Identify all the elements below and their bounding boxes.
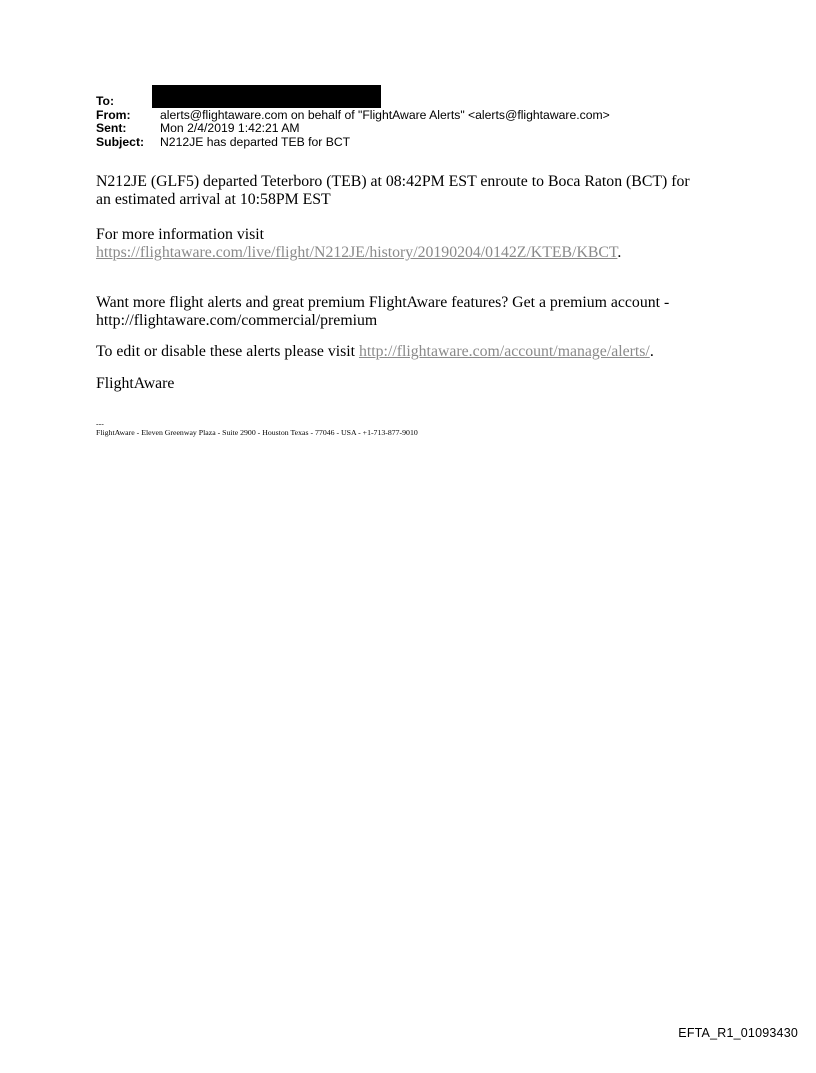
edit-alerts-text: To edit or disable these alerts please visit bbox=[96, 343, 359, 361]
footer-address: FlightAware - Eleven Greenway Plaza - Suite 2900 - Houston Texas - 77046 - USA - +1-713-877-9010 bbox=[96, 427, 418, 437]
footer-dashes: --- bbox=[96, 419, 104, 428]
bates-number: EFTA_R1_01093430 bbox=[678, 1026, 798, 1040]
subject-row bbox=[96, 136, 610, 150]
departure-line-2: an estimated arrival at 10:58PM EST bbox=[96, 191, 331, 209]
subject-label: Subject: bbox=[96, 134, 145, 149]
subject-value: N212JE has departed TEB for BCT bbox=[160, 134, 351, 149]
to-label: To: bbox=[96, 94, 115, 108]
more-info-period: . bbox=[617, 244, 622, 262]
premium-paragraph bbox=[96, 294, 736, 331]
from-label: From: bbox=[96, 107, 131, 122]
edit-alerts-paragraph bbox=[96, 343, 736, 361]
redaction-box bbox=[152, 85, 381, 108]
sent-row bbox=[96, 122, 610, 136]
from-value: alerts@flightaware.com on behalf of "FlightAware Alerts" <alerts@flightaware.com> bbox=[160, 107, 610, 122]
from-row bbox=[96, 109, 610, 123]
email-body bbox=[96, 173, 736, 393]
email-footer bbox=[96, 420, 418, 437]
sent-label: Sent: bbox=[96, 121, 127, 136]
more-info-paragraph bbox=[96, 226, 736, 263]
departure-paragraph bbox=[96, 173, 736, 210]
premium-line-1: Want more flight alerts and great premium FlightAware features? Get a premium account - bbox=[96, 293, 670, 311]
more-info-text: For more information visit bbox=[96, 225, 265, 243]
premium-line-2: http://flightaware.com/commercial/premium bbox=[96, 312, 378, 330]
sent-value: Mon 2/4/2019 1:42:21 AM bbox=[160, 121, 300, 136]
manage-alerts-link[interactable]: http://flightaware.com/account/manage/alerts/ bbox=[358, 343, 650, 361]
signature: FlightAware bbox=[96, 374, 175, 392]
departure-line-1: N212JE (GLF5) departed Teterboro (TEB) at 08:42PM EST enroute to Boca Raton (BCT) for bbox=[96, 173, 690, 190]
flight-history-link[interactable]: https://flightaware.com/live/flight/N212JE/history/20190204/0142Z/KTEB/KBCT bbox=[96, 244, 618, 262]
edit-alerts-period: . bbox=[649, 343, 654, 361]
